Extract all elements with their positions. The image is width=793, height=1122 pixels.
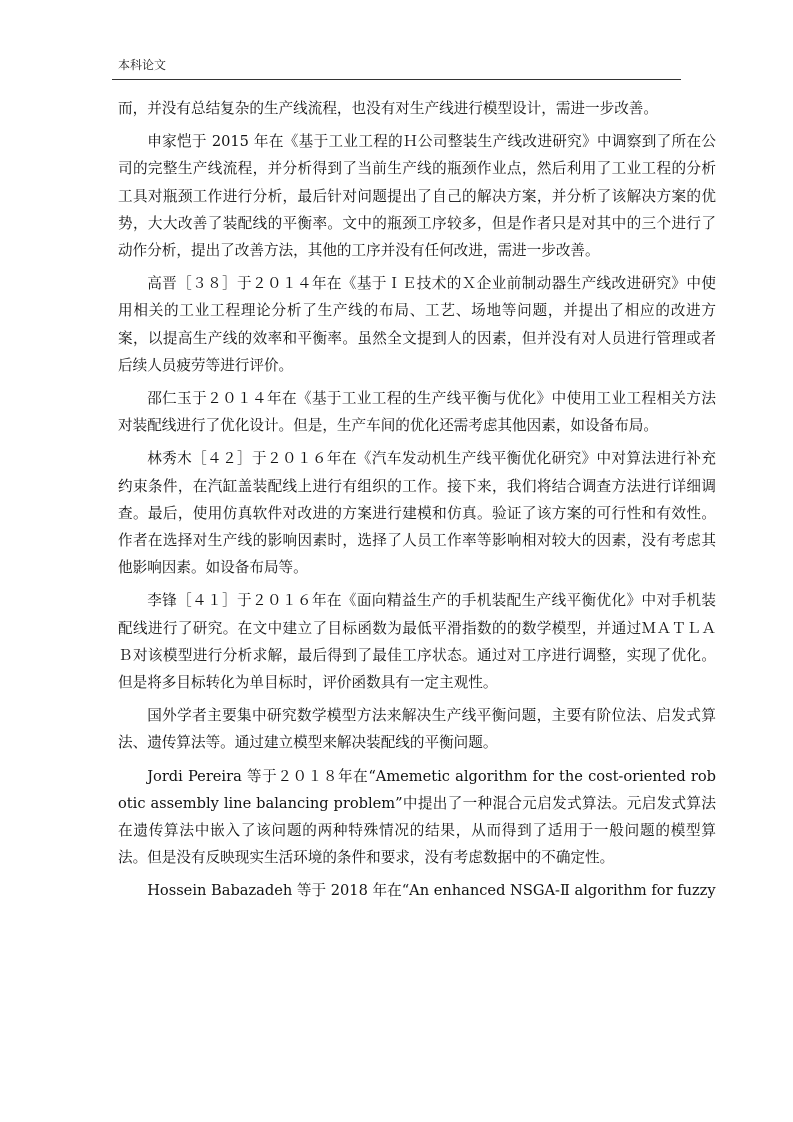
paragraph-jordi-pereira: Jordi Pereira 等于２０１８年在“Amemetic algorithm for the cost-oriented robotic assembly line balancing problem”中提出了一种混合元启发式算法。元启发式算法在遗传算法中嵌入了该问题的两种特殊情况的结果，从而得到了适用于一般问题的模型算法。但是没有反映现实生活环境的条件和要求，没有考虑数据中的不确定性。 bbox=[118, 767, 716, 867]
paragraph-hossein-babazadeh: Hossein Babazadeh 等于 2018 年在“An enhanced NSGA-Ⅱ algorithm for fuzzy bbox=[147, 882, 716, 900]
paragraph-gao-jin: 高晋［３８］于２０１４年在《基于ＩＥ技术的Ｘ企业前制动器生产线改进研究》中使用相关的工业工程理论分析了生产线的布局、工艺、场地等问题，并提出了相应的改进方案，以提高生产线的效率和平衡率。虽然全文提到人的因素，但并没有对人员进行管理或者后续人员疲劳等进行评价。 bbox=[118, 275, 716, 374]
header-divider bbox=[112, 79, 681, 80]
paragraph-continuation: 而，并没有总结复杂的生产线流程，也没有对生产线进行模型设计，需进一步改善。 bbox=[118, 100, 658, 117]
document-body bbox=[118, 95, 716, 911]
paragraph-shen-jiakai: 申家恺于 2015 年在《基于工业工程的Ｈ公司整装生产线改进研究》中调察到了所在公司的完整生产线流程，并分析得到了当前生产线的瓶颈作业点，然后利用了工业工程的分析工具对瓶颈工作进行分析，最后针对问题提出了自己的解决方案，并分析了该解决方案的优势，大大改善了装配线的平衡率。文中的瓶颈工序较多，但是作者只是对其中的三个进行了动作分析，提出了改善方法，其他的工序并没有任何改进，需进一步改善。 bbox=[118, 133, 716, 260]
paragraph-foreign-scholars: 国外学者主要集中研究数学模型方法来解决生产线平衡问题，主要有阶位法、启发式算法、遗传算法等。通过建立模型来解决装配线的平衡问题。 bbox=[118, 707, 716, 752]
running-header: 本科论文 bbox=[118, 58, 167, 72]
paragraph-li-feng: 李锋［４１］于２０１６年在《面向精益生产的手机装配生产线平衡优化》中对手机装配线进行了研究。在文中建立了目标函数为最低平滑指数的的数学模型，并通过ＭＡＴＬＡＢ对该模型进行分析求解，最后得到了最佳工序状态。通过对工序进行调整，实现了优化。但是将多目标转化为单目标时，评价函数具有一定主观性。 bbox=[118, 592, 716, 692]
paragraph-shao-renyu: 邵仁玉于２０１４年在《基于工业工程的生产线平衡与优化》中使用工业工程相关方法对装配线进行了优化设计。但是，生产车间的优化还需考虑其他因素，如设备布局。 bbox=[118, 390, 716, 435]
paragraph-lin-xiumu: 林秀木［４２］于２０１６年在《汽车发动机生产线平衡优化研究》中对算法进行补充约束条件，在汽缸盖装配线上进行有组织的工作。接下来，我们将结合调查方法进行详细调查。最后，使用仿真软件对改进的方案进行建模和仿真。验证了该方案的可行性和有效性。作者在选择对生产线的影响因素时，选择了人员工作率等影响相对较大的因素，没有考虑其他影响因素。如设备布局等。 bbox=[118, 450, 716, 577]
